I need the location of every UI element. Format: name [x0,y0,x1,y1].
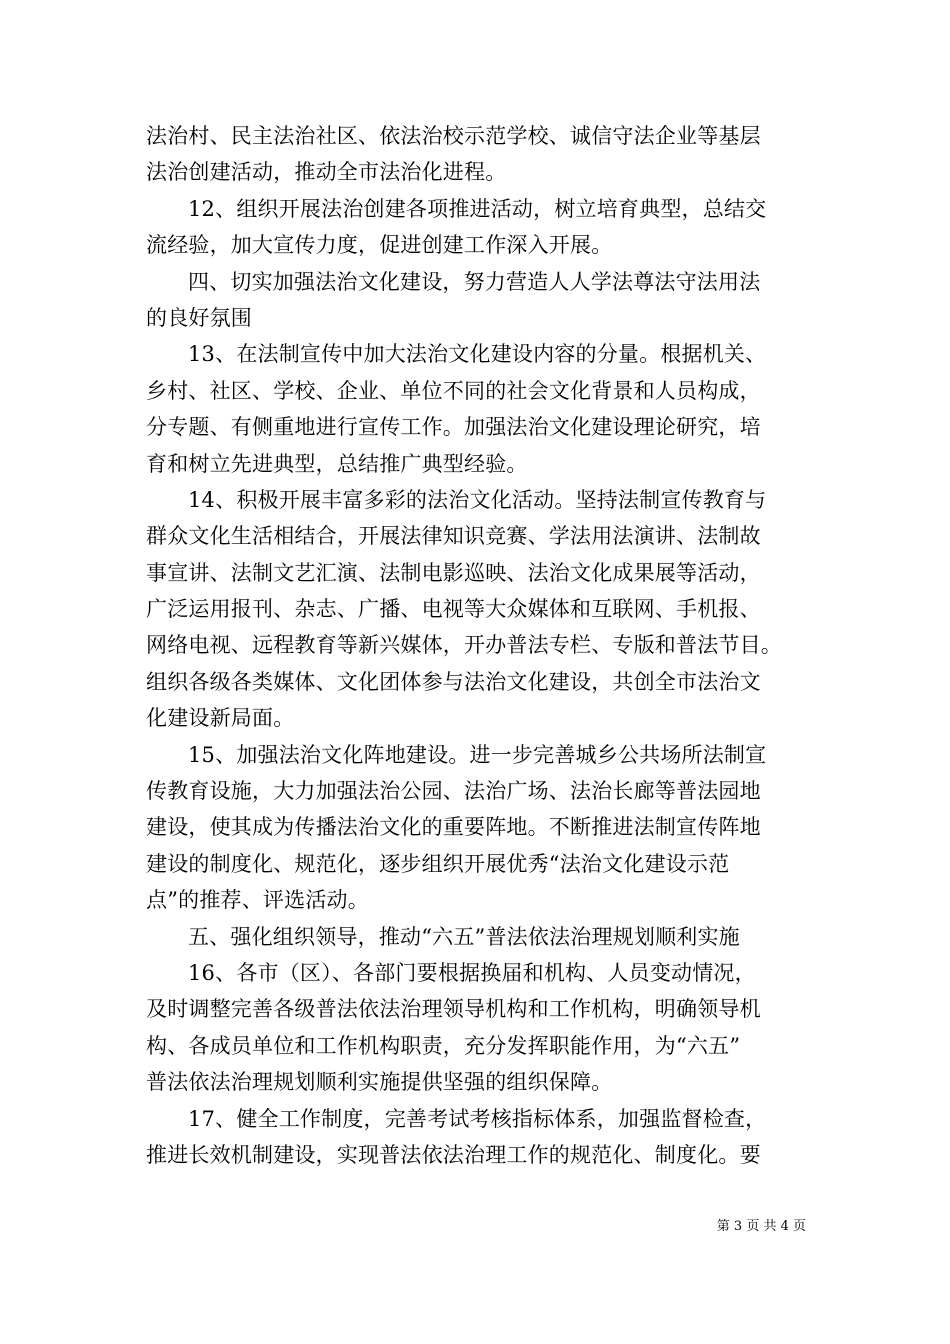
text-line: 乡村、社区、学校、企业、单位不同的社会文化背景和人员构成， [146,378,761,403]
text-line: 建设，使其成为传播法治文化的重要阵地。不断推进法制宣传阵地 [146,815,761,840]
text-line: 法治创建活动，推动全市法治化进程。 [146,160,507,185]
text-line: 的良好氛围 [146,305,252,330]
text-line: 12、组织开展法治创建各项推进活动，树立培育典型，总结交 [188,196,767,221]
text-line: 17、健全工作制度，完善考试考核指标体系，加强监督检查， [188,1106,767,1131]
text-line: 育和树立先进典型，总结推广典型经验。 [146,451,528,476]
text-line: 分专题、有侧重地进行宣传工作。加强法治文化建设理论研究，培 [146,415,761,440]
text-line: 构、各成员单位和工作机构职责，充分发挥职能作用，为“六五” [146,1033,741,1058]
text-line: 广泛运用报刊、杂志、广播、电视等大众媒体和互联网、手机报、 [146,597,761,622]
text-line: 15、加强法治文化阵地建设。进一步完善城乡公共场所法制宣 [188,742,767,767]
text-line: 13、在法制宣传中加大法治文化建设内容的分量。根据机关、 [188,342,767,367]
document-body [146,118,806,1173]
text-line: 组织各级各类媒体、文化团体参与法治文化建设，共创全市法治文 [146,669,761,694]
text-line: 流经验，加大宣传力度，促进创建工作深入开展。 [146,233,613,258]
text-line: 推进长效机制建设，实现普法依法治理工作的规范化、制度化。要 [146,1142,761,1167]
text-line: 14、积极开展丰富多彩的法治文化活动。坚持法制宣传教育与 [188,487,767,512]
text-line: 群众文化生活相结合，开展法律知识竞赛、学法用法演讲、法制故 [146,524,761,549]
text-line: 及时调整完善各级普法依法治理领导机构和工作机构，明确领导机 [146,997,761,1022]
text-line: 16、各市（区）、各部门要根据换届和机构、人员变动情况， [188,960,756,985]
page-number: 第 3 页 共 4 页 [716,1219,806,1234]
text-line: 法治村、民主法治社区、依法治校示范学校、诚信守法企业等基层 [146,124,761,148]
text-line: 普法依法治理规划顺利实施提供坚强的组织保障。 [146,1070,613,1095]
text-line: 化建设新局面。 [146,706,295,731]
text-line: 网络电视、远程教育等新兴媒体，开办普法专栏、专版和普法节目。 [146,633,782,658]
text-line: 四、切实加强法治文化建设，努力营造人人学法尊法守法用法 [188,269,761,294]
text-line: 建设的制度化、规范化，逐步组织开展优秀“法治文化建设示范 [146,851,730,876]
text-line: 五、强化组织领导，推动“六五”普法依法治理规划顺利实施 [188,924,740,949]
text-line: 点”的推荐、评选活动。 [146,888,369,913]
text-line: 事宣讲、法制文艺汇演、法制电影巡映、法治文化成果展等活动， [146,560,761,585]
text-line: 传教育设施，大力加强法治公园、法治广场、法治长廊等普法园地 [146,779,761,804]
